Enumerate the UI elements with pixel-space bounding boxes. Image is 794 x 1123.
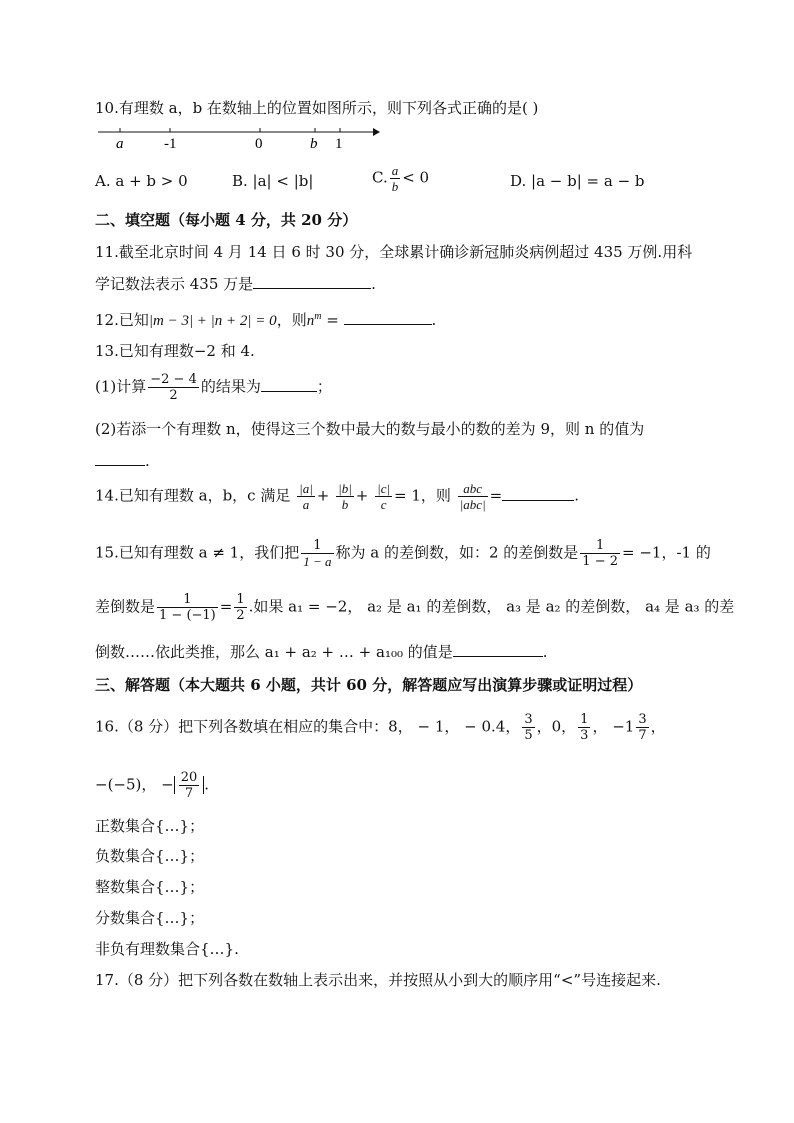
question-13-stem: 13.已知有理数−2 和 4. bbox=[95, 342, 255, 360]
set-positive: 正数集合{…}； bbox=[95, 817, 205, 835]
label-1: 1 bbox=[335, 136, 343, 152]
question-10-stem: 10.有理数 a，b 在数轴上的位置如图所示，则下列各式正确的是( ) bbox=[95, 99, 539, 117]
label-a: a bbox=[116, 136, 124, 152]
question-16-line-2: −(−5)， − $\frac{20}{7}$ . bbox=[95, 770, 210, 801]
option-c: C. $\frac{a}{b}$ < 0 bbox=[372, 163, 430, 194]
question-16-line-1: 16.（8 分）把下列各数填在相应的集合中：8， − 1， − 0.4， $\frac{3}{5}$ ，0， $\frac{1}{3}$ ， −1 $\frac{3}{7}$ ， bbox=[95, 712, 666, 743]
answer-blank-13-2 bbox=[95, 451, 145, 466]
number-line bbox=[95, 120, 385, 154]
option-b: B. |a| < |b| bbox=[232, 172, 314, 190]
question-13-part-2: (2)若添一个有理数 n，使得这三个数中最大的数与最小的数的差为 9，则 n 的值为 bbox=[95, 420, 645, 438]
section-2-heading: 二、填空题（每小题 4 分，共 20 分） bbox=[95, 211, 358, 229]
label-0: 0 bbox=[255, 136, 263, 152]
question-15-line-3: 倒数……依此类推，那么 a₁ + a₂ + … + a₁₀₀ 的值是 . bbox=[95, 643, 548, 661]
answer-blank-12 bbox=[344, 310, 432, 325]
question-11-line-2: 学记数法表示 435 万是 . bbox=[95, 275, 376, 293]
question-11-line-1: 11.截至北京时间 4 月 14 日 6 时 30 分，全球累计确诊新冠肺炎病例超过 435 万例.用科 bbox=[95, 243, 693, 261]
question-13-part-2-answer: . bbox=[95, 451, 150, 471]
section-3-heading: 三、解答题（本大题共 6 小题，共计 60 分，解答题应写出演算步骤或证明过程） bbox=[95, 676, 643, 694]
set-fraction: 分数集合{…}； bbox=[95, 909, 205, 927]
label-b: b bbox=[310, 136, 318, 152]
answer-blank-13-1 bbox=[261, 377, 317, 392]
answer-blank-11 bbox=[253, 274, 371, 289]
answer-blank-14 bbox=[502, 486, 574, 501]
label-neg1: -1 bbox=[164, 136, 177, 152]
question-15-line-1: 15.已知有理数 a ≠ 1，我们把 $\frac{1}{1 - a}$ 称为 a 的差倒数，如：2 的差倒数是 $\frac{1}{1 - 2}$ = −1，-1 的 bbox=[95, 538, 711, 569]
set-integer: 整数集合{…}； bbox=[95, 878, 205, 896]
set-negative: 负数集合{…}； bbox=[95, 847, 205, 865]
question-14: 14.已知有理数 a，b，c 满足 $\frac{|a|}{a}$ + $\frac{|b|}{b}$ + $\frac{|c|}{c}$ = 1，则 $\frac{\text{abc}}{\text{|abc|}}$ = . bbox=[95, 481, 579, 512]
set-nonnegative-rational: 非负有理数集合{…}. bbox=[95, 940, 239, 958]
question-15-line-2: 差倒数是 $\frac{1}{1 - (-1)}$ = $\frac{1}{2}$ .如果 a₁ = −2， a₂ 是 a₁ 的差倒数， a₃ 是 a₂ 的差倒数， a₄ 是 a₃ 的差 bbox=[95, 592, 735, 623]
question-13-part-1: (1)计算 $\frac{-2 - 4}{2}$ 的结果为 ； bbox=[95, 372, 332, 403]
answer-blank-15 bbox=[453, 642, 543, 657]
option-a: A. a + b > 0 bbox=[95, 172, 188, 190]
question-12: 12.已知|m − 3| + |n + 2| = 0，则$n^m$ = . bbox=[95, 311, 437, 329]
arrow-right-icon bbox=[373, 128, 380, 136]
option-d: D. |a − b| = a − b bbox=[510, 172, 645, 190]
question-17: 17.（8 分）把下列各数在数轴上表示出来，并按照从小到大的顺序用“<”号连接起来. bbox=[95, 971, 661, 989]
